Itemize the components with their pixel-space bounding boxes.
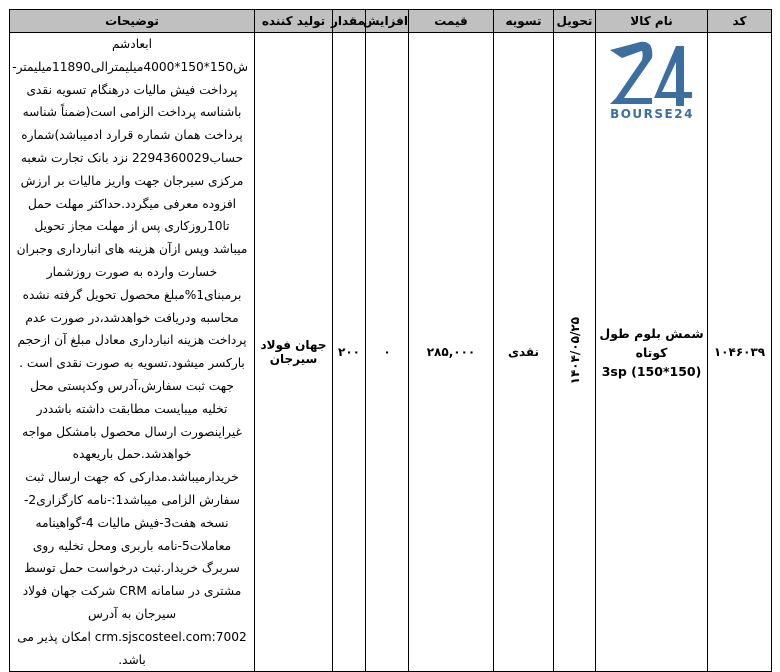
offer-table bbox=[9, 9, 772, 672]
bourse24-logo bbox=[602, 36, 702, 122]
header-settlement: تسویه bbox=[494, 10, 554, 33]
header-code: کد bbox=[708, 10, 772, 33]
cell-description: ابعادشم ش150*150*4000میلیمترالی11890میلیمتر-پرداخت فیش مالیات درهنگام تسویه نقدی باشناسه پرداخت الزامی است(ضمناً شناسه پرداخت همان شماره قرارد ادمیباشد)شماره حساب2294360029 نزد بانک تجارت شعبه مرکزی سیرجان جهت واریز مالیات بر ارزش افزوده معرفی میگردد.حداکثر مهلت حمل تا10روزکاری پس از مهلت مجاز تحویل میباشد وپس ازآن هزینه های انبارداری وجبران خسارت وارده به صورت روزشمار برمبنای1%مبلغ محصول تحویل گرفته نشده محاسبه ودریافت خواهدشد،در صورت عدم پرداخت هزینه انبارداری معادل مبلغ آن ازحجم بارکسر میشود.تسویه به صورت نقدی است . جهت ثبت سفارش،آدرس وکدپستی محل تخلیه میبایست مطابقت داشته باشددر غیراینصورت ارسال محصول بامشکل مواجه خواهدشد.حمل باریعهده خریدارمیباشد.مدارکی که جهت ارسال ثبت سفارش الزامی میباشد1:-نامه کارگزاری2-نسخه هفت3-فیش مالیات 4-گواهینامه معاملات5-نامه باربری ومحل تخلیه روی سربرگ خریدار.ثبت درخواست حمل توسط مشتری در سامانه CRM شرکت جهان فولاد سیرجان به آدرس crm.sjscosteel.com:7002 امکان پذیر می باشد. bbox=[10, 33, 255, 672]
cell-producer: جهان فولاد سیرجان bbox=[255, 33, 333, 672]
cell-product bbox=[596, 33, 708, 672]
logo-mark-icon bbox=[610, 42, 692, 106]
logo-text: BOURSE24 bbox=[609, 107, 694, 121]
cell-delivery bbox=[554, 33, 596, 672]
table-header-row bbox=[10, 10, 772, 33]
table-row bbox=[10, 33, 772, 672]
header-delivery: تحویل bbox=[554, 10, 596, 33]
cell-price: ۲۸۵,۰۰۰ bbox=[409, 33, 494, 672]
header-increase: افزایش bbox=[366, 10, 409, 33]
header-description: توضیحات bbox=[10, 10, 255, 33]
cell-quantity: ۲۰۰ bbox=[333, 33, 366, 672]
delivery-date: ۱۴۰۴/۰۵/۲۵ bbox=[567, 316, 582, 385]
cell-increase: ۰ bbox=[366, 33, 409, 672]
header-producer: تولید کننده bbox=[255, 10, 333, 33]
cell-settlement: نقدی bbox=[494, 33, 554, 672]
header-price: قیمت bbox=[409, 10, 494, 33]
product-name: شمش بلوم طول کوتاه (150*150) 3sp bbox=[599, 325, 704, 379]
offer-table-wrapper bbox=[9, 9, 772, 672]
header-quantity: مقدار bbox=[333, 10, 366, 33]
header-product: نام کالا bbox=[596, 10, 708, 33]
cell-code: ۱۰۴۶۰۳۹ bbox=[708, 33, 772, 672]
